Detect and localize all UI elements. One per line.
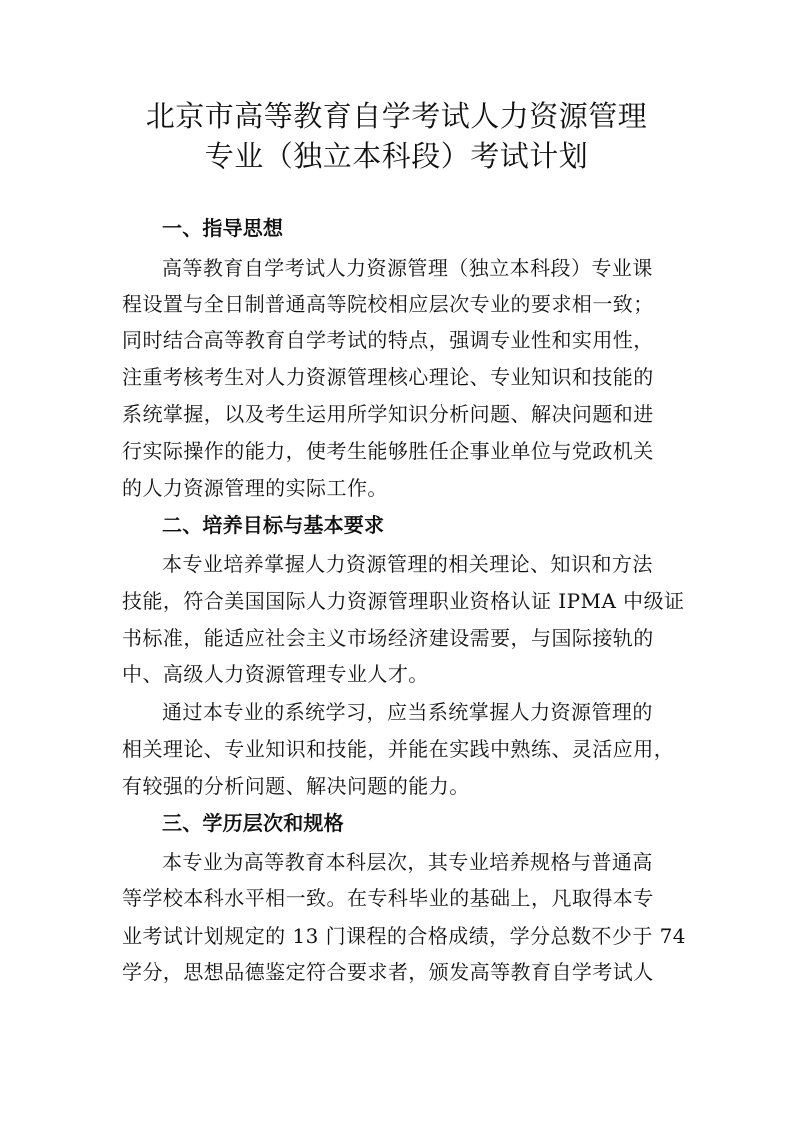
paragraph-line: 本专业为高等教育本科层次，其专业培养规格与普通高 bbox=[162, 850, 653, 874]
paragraph-line: 通过本专业的系统学习，应当系统掌握人力资源管理的 bbox=[162, 700, 653, 724]
paragraph-line: 中、高级人力资源管理专业人才。 bbox=[122, 662, 429, 686]
paragraph-line: 程设置与全日制普通高等院校相应层次专业的要求相一致； bbox=[122, 292, 654, 316]
section-heading-guiding-ideology: 一、指导思想 bbox=[162, 216, 284, 240]
paragraph-line: 高等教育自学考试人力资源管理（独立本科段）专业课 bbox=[162, 256, 653, 280]
paragraph-line: 书标准，能适应社会主义市场经济建设需要，与国际接轨的 bbox=[122, 626, 654, 650]
paragraph-line: 的人力资源管理的实际工作。 bbox=[122, 476, 388, 500]
paragraph-line: 有较强的分析问题、解决问题的能力。 bbox=[122, 774, 470, 798]
paragraph-line: 系统掌握，以及考生运用所学知识分析问题、解决问题和进 bbox=[122, 402, 654, 426]
section-heading-degree-level: 三、学历层次和规格 bbox=[162, 811, 344, 835]
paragraph-line: 注重考核考生对人力资源管理核心理论、专业知识和技能的 bbox=[122, 365, 654, 389]
document-title-line-1: 北京市高等教育自学考试人力资源管理 bbox=[145, 99, 648, 133]
paragraph-line: 相关理论、专业知识和技能，并能在实践中熟练、灵活应用， bbox=[122, 737, 675, 761]
section-heading-training-objectives: 二、培养目标与基本要求 bbox=[162, 513, 385, 537]
paragraph-line: 行实际操作的能力，使考生能够胜任企事业单位与党政机关 bbox=[122, 439, 654, 463]
paragraph-line: 等学校本科水平相一致。在专科毕业的基础上，凡取得本专 bbox=[122, 886, 654, 910]
paragraph-line: 业考试计划规定的 13 门课程的合格成绩，学分总数不少于 74 bbox=[122, 924, 686, 948]
paragraph-line: 同时结合高等教育自学考试的特点，强调专业性和实用性， bbox=[122, 328, 654, 352]
document-title-line-2: 专业（独立本科段）考试计划 bbox=[204, 139, 589, 173]
paragraph-line: 技能，符合美国国际人力资源管理职业资格认证 IPMA 中级证 bbox=[122, 589, 685, 613]
paragraph-line: 学分，思想品德鉴定符合要求者，颁发高等教育自学考试人 bbox=[122, 960, 654, 984]
paragraph-line: 本专业培养掌握人力资源管理的相关理论、知识和方法 bbox=[162, 552, 653, 576]
